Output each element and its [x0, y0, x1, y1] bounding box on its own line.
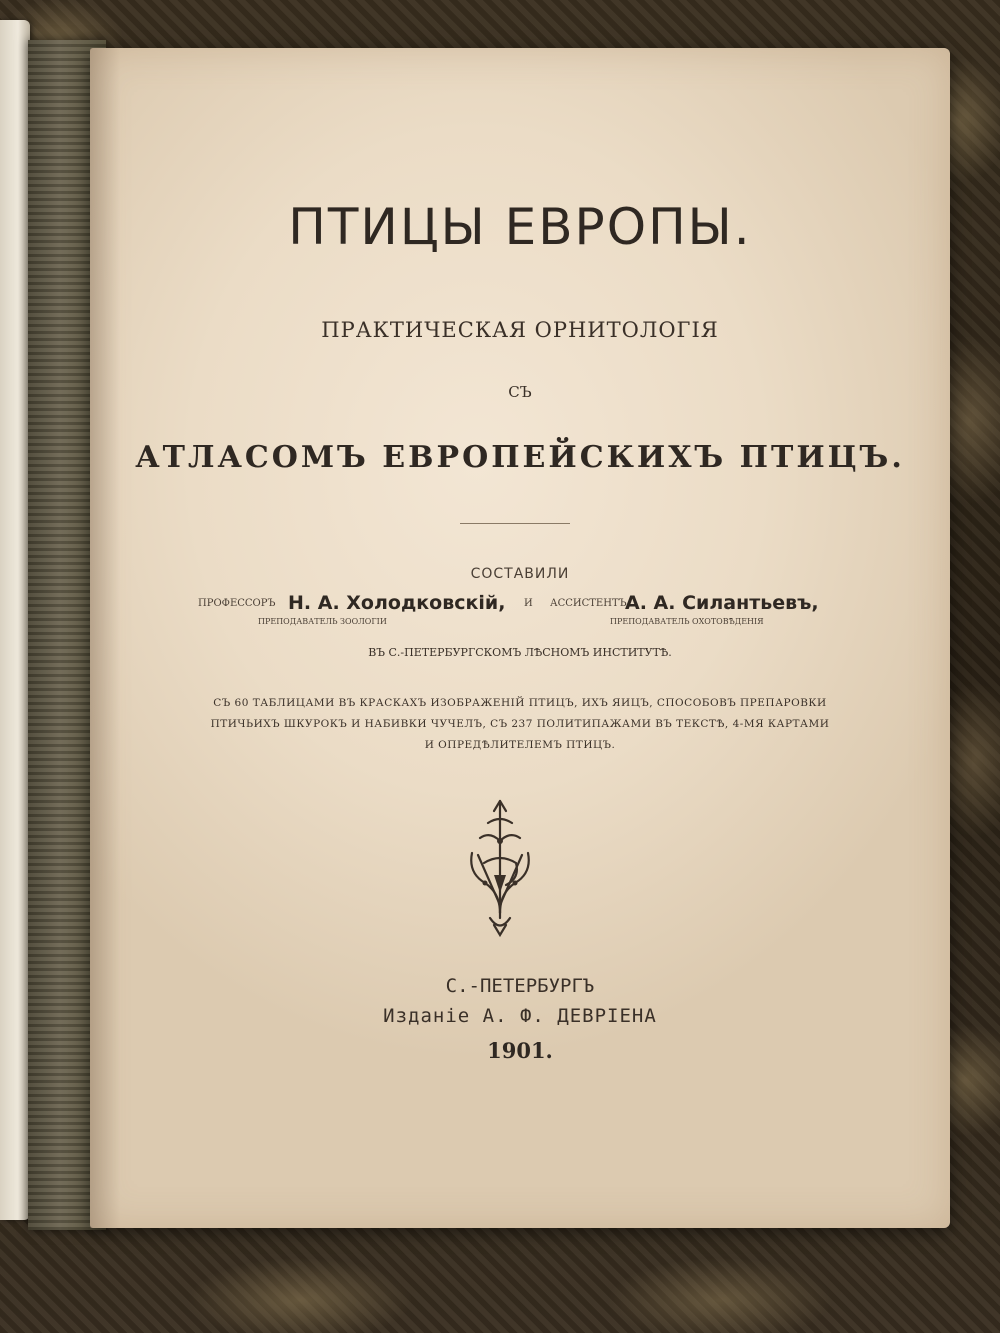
city-line: С.-ПЕТЕРБУРГЪ — [445, 975, 595, 997]
author1-note: ПРЕПОДАВАТЕЛЬ ЗООЛОГІИ — [258, 617, 387, 626]
conjunction: И — [524, 598, 533, 609]
authors-line — [90, 588, 950, 628]
title-page — [90, 48, 950, 1228]
author2-rank: АССИСТЕНТЪ — [550, 598, 627, 609]
contents-line: И ОПРЕДѢЛИТЕЛЕМЪ ПТИЦЪ. — [424, 739, 616, 751]
book-subtitle: ПРАКТИЧЕСКАЯ ОРНИТОЛОГІЯ — [321, 318, 719, 342]
divider-rule — [460, 523, 570, 524]
author1-rank: ПРОФЕССОРЪ — [198, 598, 276, 609]
contents-line: ПТИЧЬИХЪ ШКУРОКЪ И НАБИВКИ ЧУЧЕЛЪ, СЪ 237 ПОЛИТИПАЖАМИ ВЪ ТЕКСТѢ, 4-МЯ КАРТАМИ — [210, 718, 830, 730]
author2-note: ПРЕПОДАВАТЕЛЬ ОХОТОВѢДЕНІЯ — [610, 617, 764, 626]
publisher-line: Изданіе А. Ф. ДЕВРІЕНА — [383, 1005, 657, 1027]
publisher-emblem-icon — [450, 793, 550, 943]
year-line: 1901. — [487, 1038, 553, 1063]
contents-line: СЪ 60 ТАБЛИЦАМИ ВЪ КРАСКАХЪ ИЗОБРАЖЕНІЙ ПТИЦЪ, ИХЪ ЯИЦЪ, СПОСОБОВЪ ПРЕПАРОВКИ — [213, 697, 827, 709]
author1-name: Н. А. Холодковскій, — [288, 592, 506, 614]
book-title: ПТИЦЫ ЕВРОПЫ. — [288, 198, 752, 256]
atlas-line: АТЛАСОМЪ ЕВРОПЕЙСКИХЪ ПТИЦЪ. — [135, 440, 905, 475]
with-word: СЪ — [508, 383, 532, 401]
institute-line: ВЪ С.-ПЕТЕРБУРГСКОМЪ ЛѢСНОМЪ ИНСТИТУТѢ. — [368, 646, 672, 659]
adjacent-page-edge — [0, 20, 30, 1220]
contents-description — [90, 693, 950, 756]
author2-name: А. А. Силантьевъ, — [625, 592, 819, 614]
compiled-by-label: СОСТАВИЛИ — [470, 566, 570, 582]
